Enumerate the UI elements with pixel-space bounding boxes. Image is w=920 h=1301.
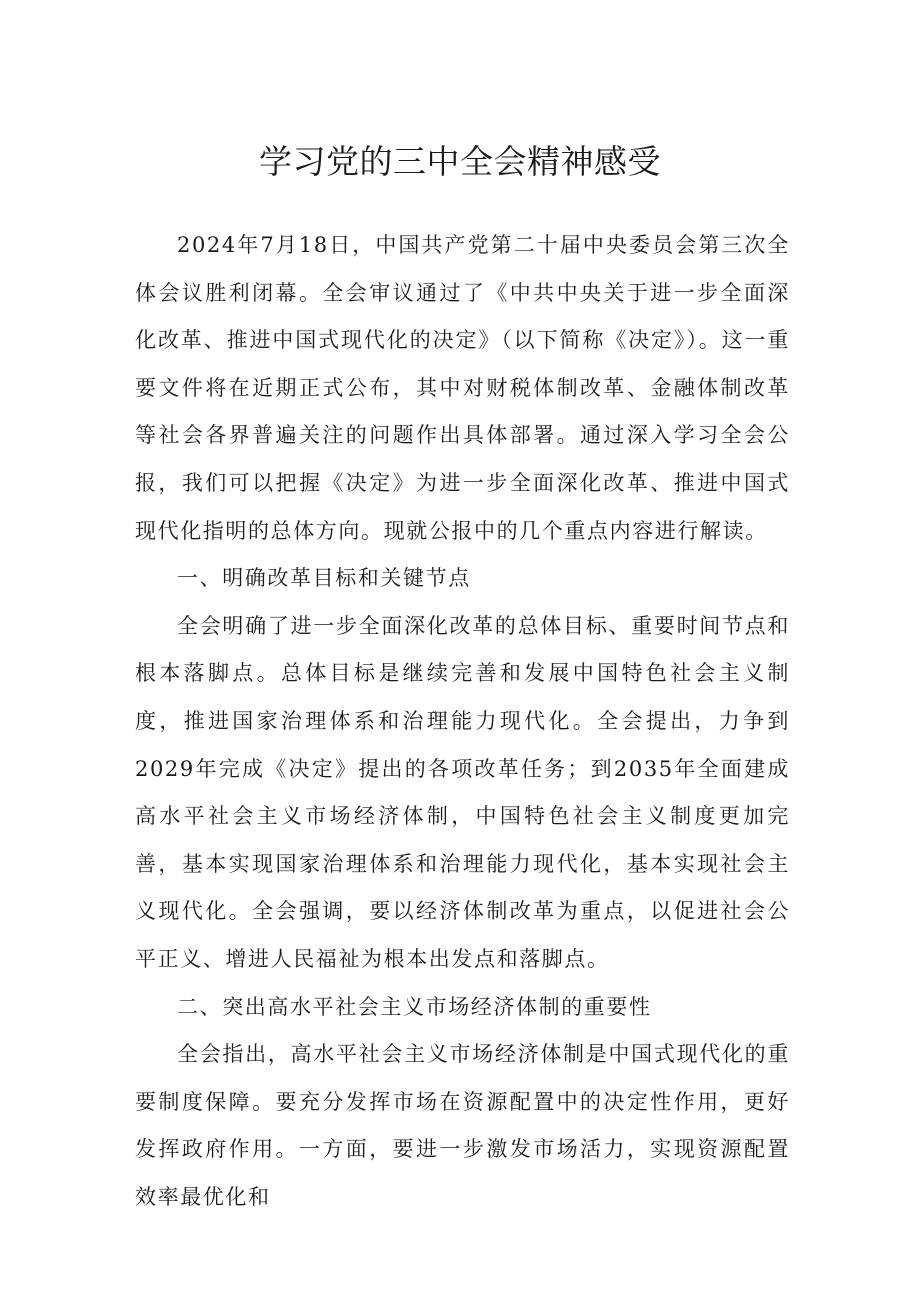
document-title: 学习党的三中全会精神感受	[259, 142, 661, 181]
paragraph-intro: 2024年7月18日，中国共产党第二十届中央委员会第三次全体会议胜利闭幕。全会审议通过了《中共中央关于进一步全面深化改革、推进中国式现代化的决定》（以下简称《决定》）。这一重要文件将在近期正式公布，其中对财税体制改革、金融体制改革等社会各界普遍关注的问题作出具体部署。通过深入学习全会公报，我们可以把握《决定》为进一步全面深化改革、推进中国式现代化指明的总体方向。现就公报中的几个重点内容进行解读。	[135, 233, 790, 543]
paragraph-section-2: 全会指出，高水平社会主义市场经济体制是中国式现代化的重要制度保障。要充分发挥市场在资源配置中的决定性作用，更好发挥政府作用。一方面，要进一步激发市场活力，实现资源配置效率最优化和	[135, 1042, 790, 1209]
paragraph-section-1: 全会明确了进一步全面深化改革的总体目标、重要时间节点和根本落脚点。总体目标是继续完善和发展中国特色社会主义制度，推进国家治理体系和治理能力现代化。全会提出，力争到2029年完成《决定》提出的各项改革任务；到2035年全面建成高水平社会主义市场经济体制，中国特色社会主义制度更加完善，基本实现国家治理体系和治理能力现代化，基本实现社会主义现代化。全会强调，要以经济体制改革为重点，以促进社会公平正义、增进人民福祉为根本出发点和落脚点。	[135, 613, 790, 971]
document-body	[135, 222, 790, 1221]
section-heading-1: 一、明确改革目标和关键节点	[177, 566, 471, 591]
section-heading-2: 二、突出高水平社会主义市场经济体制的重要性	[177, 994, 652, 1019]
